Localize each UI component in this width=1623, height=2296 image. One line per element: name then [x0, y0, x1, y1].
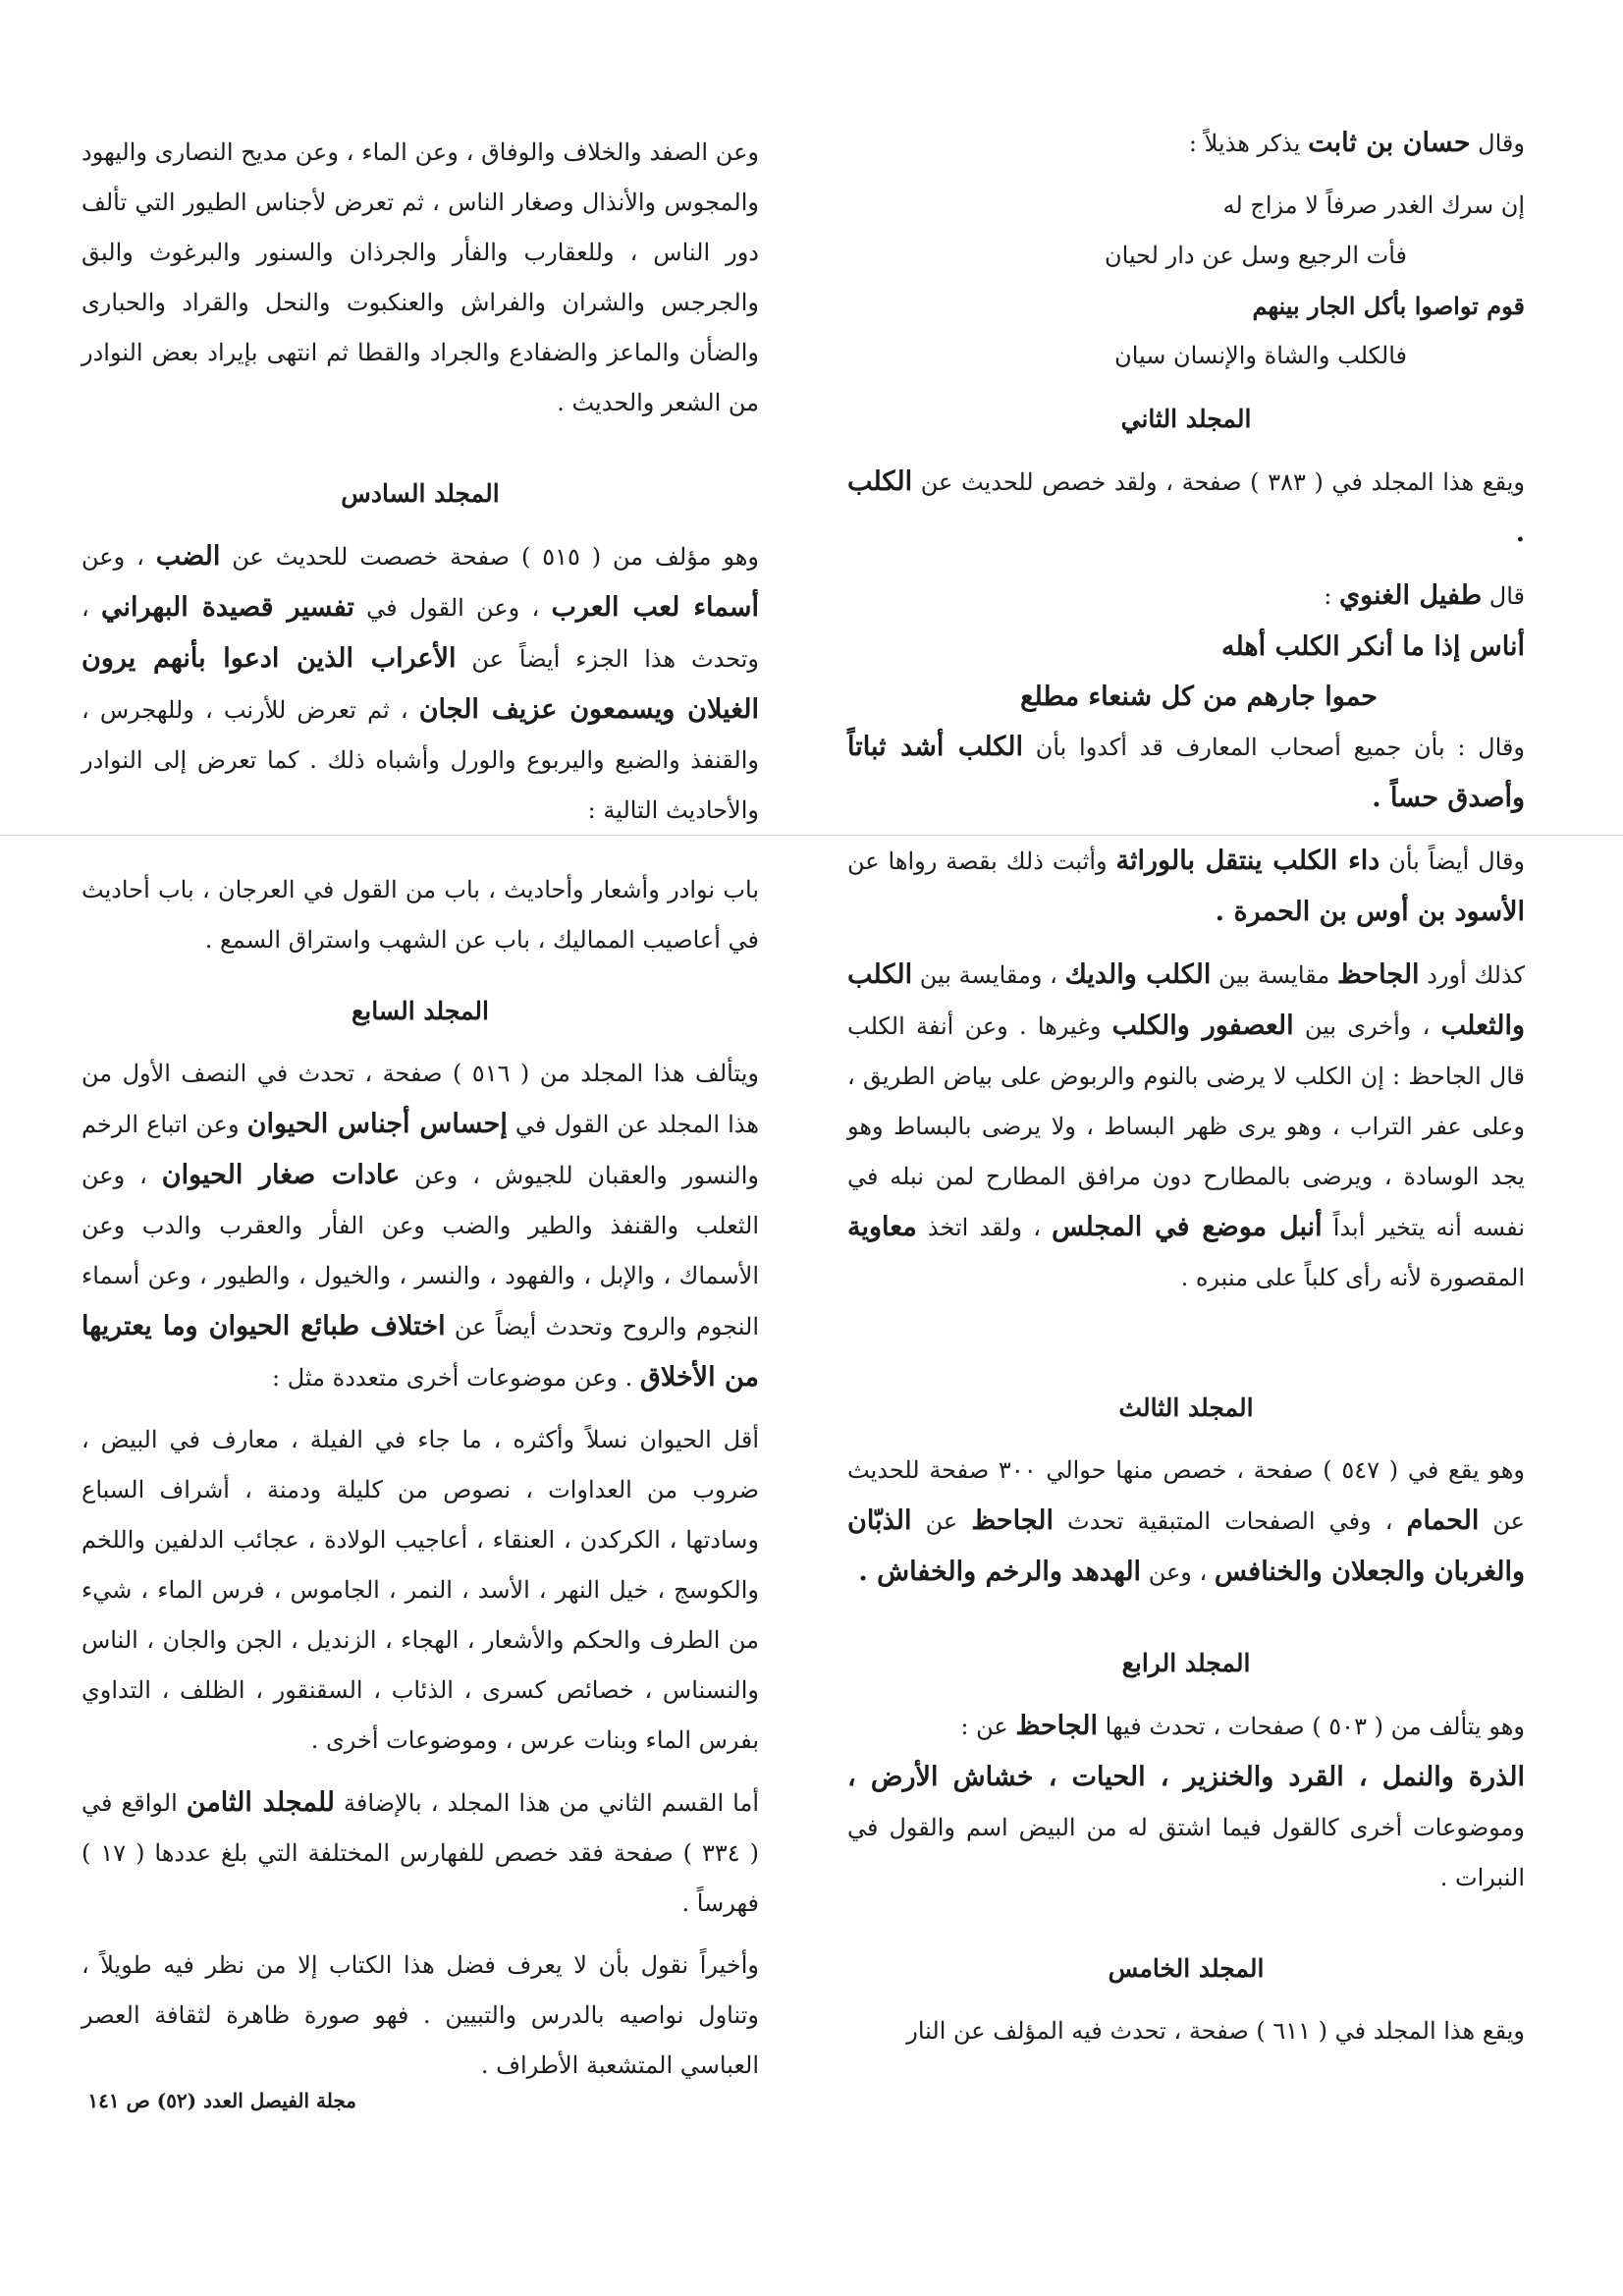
v6-i: ، ثم تعرض للأرنب ، وللهجرس ، والقنفذ والضبع واليربوع والورل وأشباه ذلك . كما تعرض إلى النوادر والأحاديث التالية :: [81, 696, 759, 824]
p3-text-b: وأثبت ذلك بقصة رواها عن: [847, 847, 1116, 875]
p4-g: ، وأخرى بين: [1293, 1012, 1441, 1040]
p4-d: الكلب والديك: [1064, 959, 1212, 990]
volume-2-dog: الكلب .: [847, 466, 1525, 548]
p2-text: وقال : بأن جميع أصحاب المعارف قد أكدوا بأن: [1023, 734, 1525, 761]
tufail-line-1: أناس إذا ما أنكر الكلب أهله: [1221, 631, 1525, 662]
v4-c: عن :: [960, 1713, 1016, 1740]
volume-6-list: باب نوادر وأشعار وأحاديث ، باب من القول في العرجان ، باب أحاديث في أعاصيب المماليك ، باب عن الشهب واستراق السمع .: [81, 876, 759, 954]
v7-i: للمجلد الثامن: [186, 1787, 335, 1818]
v3-a: وهو يقع في ( ٥٤٧ ) صفحة ، خصص منها حوالي ٣٠٠ صفحة للحديث عن: [847, 1456, 1526, 1535]
intro-text: وقال: [1470, 130, 1525, 157]
volume-4-heading: المجلد الرابع: [1121, 1649, 1251, 1677]
v3-b: الحمام: [1406, 1505, 1480, 1536]
v3-e: عن: [911, 1507, 972, 1535]
poet-name: حسان بن ثابت: [1308, 128, 1471, 158]
tufail-post: :: [1324, 582, 1340, 610]
verse-1-second-hemistich: فأت الرجيع وسل عن دار لحيان: [1105, 242, 1407, 269]
v6-a: وهو مؤلف من ( ٥١٥ ) صفحة خصصت للحديث عن: [220, 543, 759, 571]
p4-h: العصفور والكلب: [1111, 1011, 1294, 1041]
volume-2-intro: [847, 457, 1525, 559]
left-column: [81, 128, 759, 2103]
volume-2-text: ويقع هذا المجلد في ( ٣٨٣ ) صفحة ، ولقد خصص للحديث عن: [920, 468, 1525, 496]
v3-f: الذبّان والغربان والجعلان والخنافس: [847, 1505, 1525, 1587]
p2-bold: الكلب أشد ثباتاً وأصدق حساً .: [847, 732, 1525, 813]
v7-d: عادات صغار الحيوان: [161, 1160, 401, 1190]
verse-2-second-hemistich: فالكلب والشاة والإنسان سيان: [1114, 342, 1407, 369]
p4-e: ، ومقايسة بين: [912, 961, 1065, 989]
v3-h: الهدهد والرخم والخفاش .: [858, 1557, 1142, 1587]
p4-m: المقصورة لأنه رأى كلباً على منبره .: [1180, 1264, 1525, 1291]
v7-h: أما القسم الثاني من هذا المجلد ، بالإضافة: [335, 1789, 759, 1817]
intro-text-end: يذكر هذيلاً :: [1188, 130, 1309, 157]
tufail-line-2: حموا جارهم من كل شنعاء مطلع: [1020, 682, 1378, 712]
tufail-poem: [847, 622, 1525, 722]
p4-l: معاوية: [847, 1212, 917, 1242]
volume-5-para: [847, 2006, 1525, 2056]
page-fold-line: [0, 835, 1623, 836]
volume-7-topics: أقل الحيوان نسلاً وأكثره ، ما جاء في الفيلة ، معارف في البيض ، ضروب من العداوات ، نصوص من كليلة ودمنة ، أشراف السباع وسادتها ، الكركدن ، العنقاء ، أعاجيب الولادة ، عجائب الدلفين واللخم والكوسج ، خيل النهر ، الأسد ، النمر ، الجاموس ، فرس الماء ، شيء من الطرف والحكم والأشعار ، الهجاء ، الزنديل ، الجن والجان ، الناس والنسناس ، خصائص كسرى ، الذئاب ، السقنقور ، الظلف ، التداوي بفرس الماء وبنات عرس ، وموضوعات أخرى .: [81, 1426, 759, 1754]
v3-d: الجاحظ: [971, 1505, 1054, 1536]
volume-6-para: [81, 531, 759, 836]
v6-g: ، وتحدث هذا الجزء أيضاً عن: [81, 594, 759, 673]
volume-6-heading: المجلد السادس: [341, 479, 500, 508]
v7-e: ، وعن الثعلب والقنفذ والطير والضب وعن الفأر والعقرب والدب وعن الأسماك ، والإبل ، والفهود ، والنسر ، والخيول ، والطيور ، وعن أسماء النجوم والروح وتحدث أيضاً عن: [81, 1162, 759, 1340]
v6-e: ، وعن القول في: [353, 594, 552, 622]
v6-b: الضب: [155, 541, 221, 572]
v6-d: أسماء لعب العرب: [551, 592, 759, 623]
v7-a: ويتألف هذا المجلد من ( ٥١٦ ) صفحة ، تحدث في النصف الأول من هذا المجلد عن القول في: [81, 1060, 759, 1138]
continuation-para: وعن الصفد والخلاف والوفاق ، وعن الماء ، وعن مديح النصارى واليهود والمجوس والأنذال وصغار الناس ، ثم تعرض لأجناس الطيور التي تألف دور الناس ، وللعقارب والفأر والجرذان والسنور والبرغوث والبق والجرجس والشران والفراش والعنكبوت والنحل والقراد والحبارى والضأن والماعز والضفادع والجراد والقطا ثم انتهى بإيراد بعض النوادر من الشعر والحديث .: [81, 138, 760, 416]
volume-3-heading: المجلد الثالث: [1118, 1394, 1254, 1422]
p4-i: وغيرها . وعن أنفة الكلب قال الجاحظ : إن الكلب لا يرضى بالنوم والربوض على بياض الطريق ، وعلى عفر التراب ، وهو يرى ظهر البساط ، ولا يرضى بالبساط وهو يجد الوسادة ، ويرضى بالمطارح دون مرافق المطارح لمن نبله في نفسه أنه يتخير أبداً: [847, 1012, 1525, 1241]
page-footer: مجلة الفيصل العدد (٥٢) ص ١٤١: [87, 2089, 356, 2112]
p3-text-a: وقال أيضاً بأن: [1380, 847, 1526, 875]
v4-d: الذرة والنمل ، القرد والخنزير ، الحيات ، خشاش الأرض ،: [847, 1762, 1525, 1792]
v4-b: الجاحظ: [1015, 1711, 1099, 1741]
volume-7-second-part: [81, 1777, 759, 1929]
volume-2-para-4: [847, 950, 1525, 1303]
tufail-intro: [847, 571, 1525, 622]
v3-g: ، وعن: [1141, 1558, 1215, 1586]
volume-2-para-3: [847, 836, 1525, 938]
p3-bold-a: داء الكلب ينتقل بالوراثة: [1115, 846, 1380, 876]
volume-7-heading: المجلد السابع: [351, 997, 489, 1025]
p4-a: كذلك أورد: [1419, 961, 1526, 989]
v6-f: تفسير قصيدة البهراني: [101, 592, 354, 623]
p4-f: الكلب والثعلب: [847, 959, 1526, 1041]
volume-4-para: [847, 1701, 1525, 1903]
p4-b: الجاحظ: [1336, 959, 1420, 990]
v4-a: وهو يتألف من ( ٥٠٣ ) صفحات ، تحدث فيها: [1098, 1713, 1525, 1740]
v3-c: ، وفي الصفحات المتبقية تحدث: [1053, 1507, 1407, 1535]
p3-bold-b: الأسود بن أوس بن الحمرة .: [1215, 897, 1525, 927]
verse-2: [847, 281, 1525, 381]
verse-1: [847, 181, 1525, 281]
right-column: [847, 118, 1525, 2068]
volume-7-para: [81, 1049, 759, 1403]
volume-2-para-2: [847, 722, 1525, 824]
v7-f: اختلاف طبائع الحيوان وما يعتريها من الأخلاق: [81, 1311, 759, 1393]
conclusion-para: وأخيراً نقول بأن لا يعرف فضل هذا الكتاب إلا من نظر فيه طويلاً ، وتناول نواصيه بالدرس والتبيين . فهو صورة ظاهرة لثقافة العصر العباسي المتشعبة الأطراف .: [81, 1951, 759, 2079]
v7-b: إحساس أجناس الحيوان: [246, 1109, 508, 1139]
v5-a: ويقع هذا المجلد في ( ٦١١ ) صفحة ، تحدث فيه المؤلف عن النار: [906, 2017, 1525, 2045]
v7-j: الواقع في ( ٣٣٤ ) صفحة فقد خصص للفهارس المختلفة التي بلغ عددها ( ١٧ ) فهرساً .: [81, 1789, 759, 1917]
p4-j: أنبل موضع في المجلس: [1052, 1212, 1323, 1242]
v6-h: الأعراب الذين ادعوا بأنهم يرون الغيلان ويسمعون عزيف الجان: [81, 643, 759, 725]
hassan-intro: [847, 118, 1525, 169]
volume-3-para: [847, 1446, 1525, 1598]
v4-e: وموضوعات أخرى كالقول فيما اشتق له من البيض اسم والقول في النبرات .: [847, 1814, 1525, 1891]
tufail-pre: قال: [1482, 582, 1525, 610]
p4-c: مقايسة بين: [1211, 961, 1337, 989]
v6-c: ، وعن: [81, 543, 156, 571]
verse-1-first-hemistich: إن سرك الغدر صرفاً لا مزاج له: [1222, 191, 1525, 219]
tufail-name: طفيل الغنوي: [1339, 580, 1483, 611]
volume-5-heading: المجلد الخامس: [1108, 1954, 1265, 1983]
v7-c: وعن اتباع الرخم والنسور والعقبان للجيوش ، وعن: [81, 1111, 760, 1189]
v7-g: . وعن موضوعات أخرى متعددة مثل :: [272, 1364, 640, 1392]
verse-2-first-hemistich: قوم تواصوا بأكل الجار بينهم: [1252, 292, 1525, 320]
volume-2-heading: المجلد الثاني: [1120, 405, 1252, 433]
p4-k: ، ولقد اتخذ: [916, 1214, 1053, 1241]
